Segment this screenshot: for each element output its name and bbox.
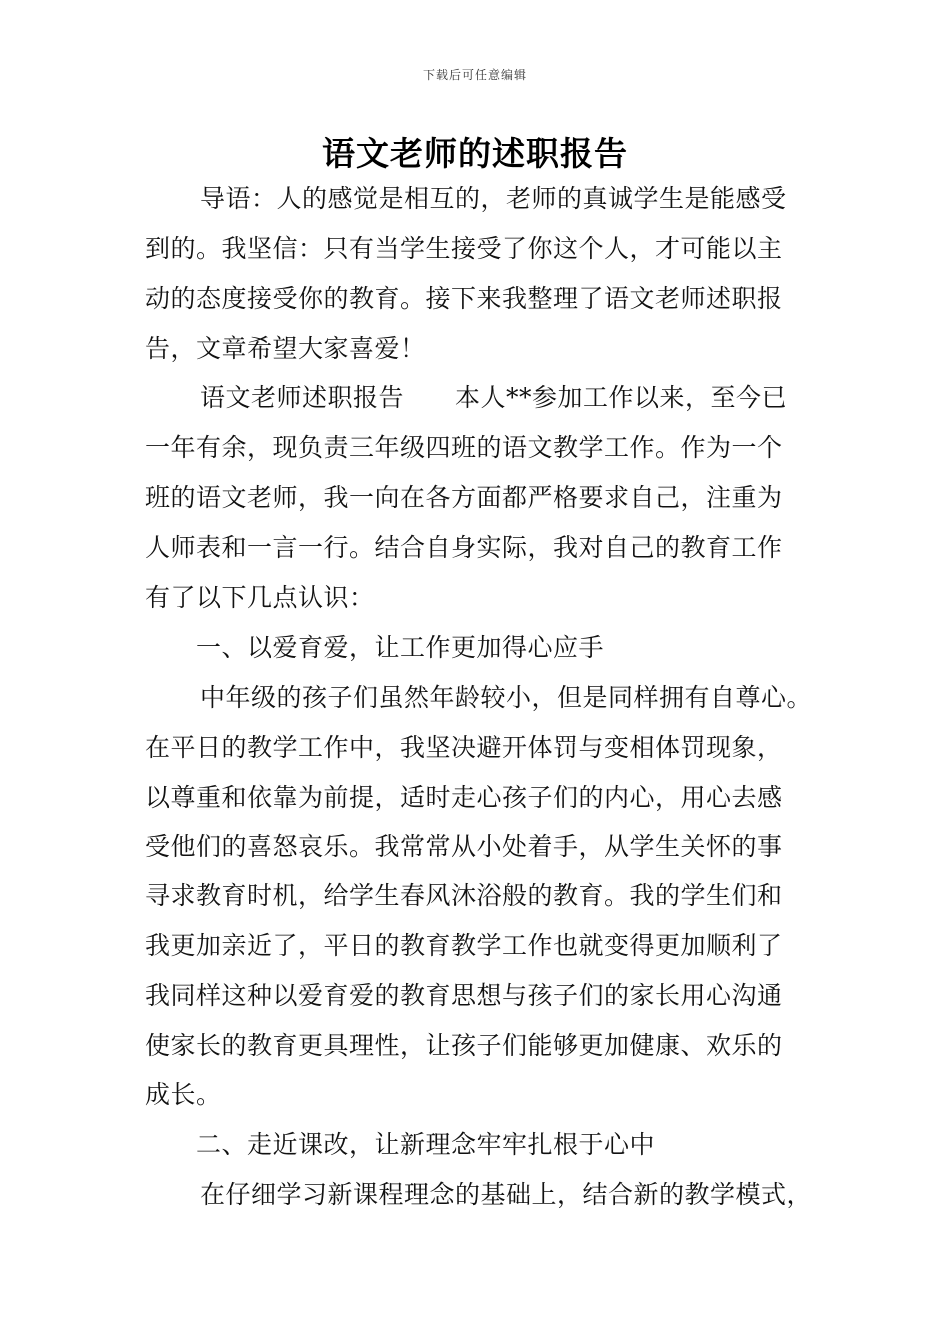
body-line: 在仔细学习新课程理念的基础上，结合新的教学模式， <box>200 1180 813 1209</box>
body-line: 我更加亲近了，平日的教育教学工作也就变得更加顺利了 <box>145 931 783 960</box>
section-heading: 一、以爱育爱，让工作更加得心应手 <box>196 633 605 662</box>
body-line: 一年有余，现负责三年级四班的语文教学工作。作为一个 <box>145 433 783 462</box>
body-line: 语文老师述职报告 本人**参加工作以来，至今已 <box>200 383 788 412</box>
body-line: 在平日的教学工作中，我坚决避开体罚与变相体罚现象， <box>145 733 783 762</box>
document-title: 语文老师的述职报告 <box>322 134 628 173</box>
page-header: 下载后可任意编辑 <box>422 68 527 82</box>
body-line: 受他们的喜怒哀乐。我常常从小处着手，从学生关怀的事 <box>145 832 783 861</box>
body-line: 我同样这种以爱育爱的教育思想与孩子们的家长用心沟通 <box>145 981 783 1010</box>
body-line: 使家长的教育更具理性，让孩子们能够更加健康、欢乐的 <box>145 1031 783 1060</box>
body-line: 以尊重和依靠为前提，适时走心孩子们的内心，用心去感 <box>145 783 783 812</box>
body-line: 到的。我坚信：只有当学生接受了你这个人，才可能以主 <box>145 234 783 263</box>
body-line: 班的语文老师，我一向在各方面都严格要求自己，注重为 <box>145 483 783 512</box>
body-line: 有了以下几点认识： <box>145 583 375 612</box>
section-heading: 二、走近课改，让新理念牢牢扎根于心中 <box>196 1130 656 1159</box>
body-line: 人师表和一言一行。结合自身实际，我对自己的教育工作 <box>145 533 783 562</box>
body-line: 动的态度接受你的教育。接下来我整理了语文老师述职报 <box>145 284 783 313</box>
body-line: 导语：人的感觉是相互的，老师的真诚学生是能感受 <box>200 184 787 213</box>
body-line: 成长。 <box>145 1080 222 1109</box>
body-line: 中年级的孩子们虽然年龄较小，但是同样拥有自尊心。 <box>200 683 813 712</box>
body-line: 告，文章希望大家喜爱！ <box>145 334 426 363</box>
body-line: 寻求教育时机，给学生春风沐浴般的教育。我的学生们和 <box>145 881 783 910</box>
